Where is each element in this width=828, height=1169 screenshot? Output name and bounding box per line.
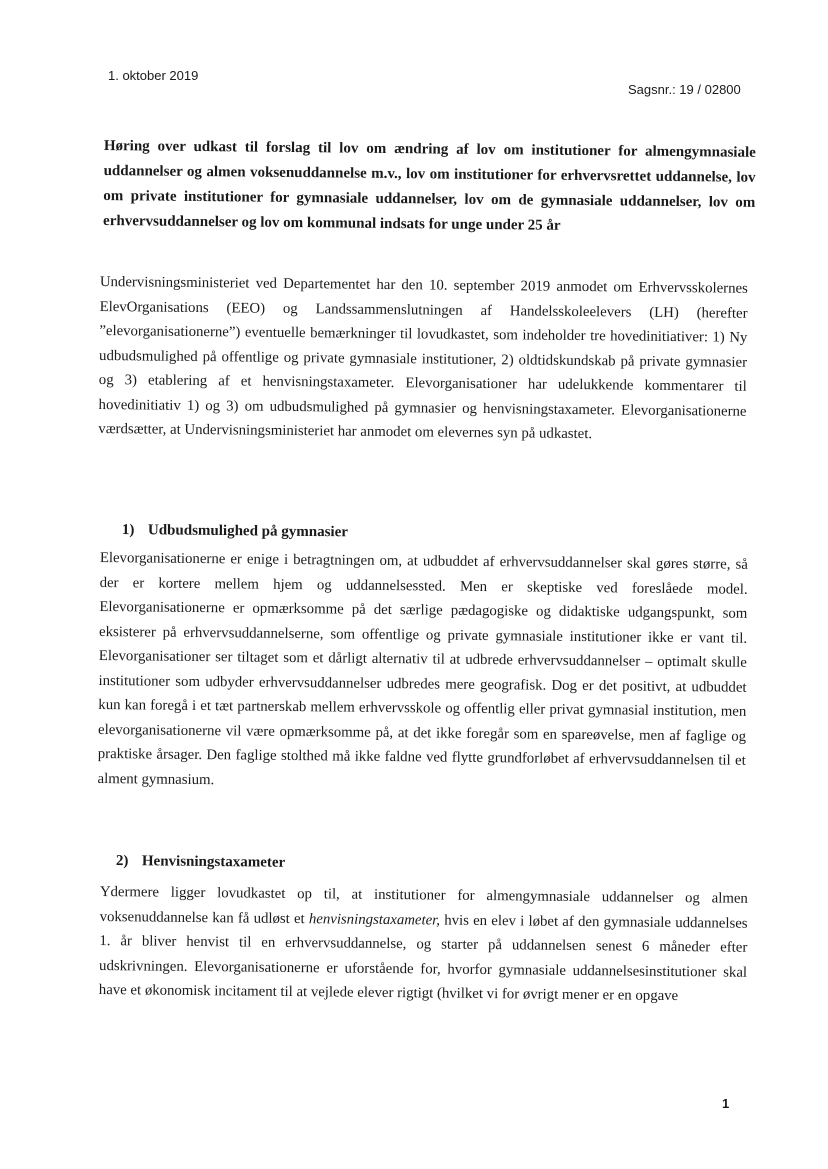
section-2-body-start: Ydermere ligger lovudkastet op til, at institutioner for almengymnasiale uddannelser og almen voksenuddannelse kan få udløst et (99, 883, 748, 927)
section-2-title: Henvisningstaxameter (141, 853, 286, 871)
section-1-heading (122, 522, 348, 541)
section-1-number: 1) (121, 522, 135, 539)
section-1-body: Elevorganisationerne er enige i betragtningen om, at udbuddet af erhvervsuddannelser skal gøres større, så der er kortere mellem hjem og uddannelsessted. Men er skeptiske ved foreslåede model. Elevorganisationerne er opmærksomme på det særlige pædagogiske og didaktiske udgangspunkt, som eksisterer på erhvervsuddannelserne, som offentlige og private gymnasiale institutioner ikke er vant til. Elevorganisationer ser tiltaget som et dårligt alternativ til at udbrede erhvervsuddannelser – optimalt skulle institutioner som udbyder erhvervsuddannelser udbredes mere geografisk. Dog er det positivt, at udbuddet kun kan foregå i et tæt partnerskab mellem erhvervsskole og offentlig eller privat gymnasial institution, men elevorganisationerne vil være opmærksomme på, at det ikke foregår som en spareøvelse, men af faglige og praktiske årsager. Den faglige stolthed må ikke faldne ved flytte grundforløbet af erhvervsuddannelsen til et alment gymnasium. (97, 549, 748, 788)
intro-paragraph: Undervisningsministeriet ved Departementet har den 10. september 2019 anmodet om Erhvervsskolernes ElevOrganisations (EEO) og Landssammenslutningen af Handelsskoleelevers (LH) (herefter ”elevorganisationerne”) eventuelle bemærkninger til lovudkastet, som indeholder tre hovedinitiativer: 1) Ny udbudsmulighed på offentlige og private gymnasiale institutioner, 2) oldtidskundskab på private gymnasier og 3) etablering af et henvisningstaxameter. Elevorganisationer har udelukkende kommentarer til hovedinitiativ 1) og 3) om udbudsmulighed på gymnasier og henvisningstaxameter. Elevorganisationerne værdsætter, at Undervisningsministeriet har anmodet om elevernes syn på udkastet. (98, 273, 748, 443)
section-2-body (99, 880, 748, 1009)
section-2-heading (116, 853, 285, 872)
page-number: 1 (722, 1096, 730, 1111)
section-2-body-end: hvis en elev i løbet af den gymnasiale uddannelses 1. år bliver henvist til en erhvervsuddannelse, og starter på uddannelsen senest 6 måneder efter udskrivningen. Elevorganisationerne er uforstående for, hvorfor gymnasiale uddannelsesinstitutioner skal have et økonomisk incitament til at vejlede elever rigtigt (hvilket vi for øvrigt mener er en opgave (98, 912, 748, 1005)
section-1-title: Udbudsmulighed på gymnasier (147, 522, 349, 541)
document-title: Høring over udkast til forslag til lov om ændring af lov om institutioner for almengymnasiale uddannelser og almen voksenuddannelse m.v., lov om institutioner for erhvervsrettet uddannelse, lov om private institutioner for gymnasiale uddannelser, lov om de gymnasiale uddannelser, lov om erhvervsuddannelser og lov om kommunal indsats for unge under 25 år (103, 137, 756, 234)
section-2-term: henvisningstaxameter, (308, 910, 441, 929)
case-number: Sagsnr.: 19 / 02800 (628, 82, 741, 97)
section-2-number: 2) (115, 853, 129, 870)
document-date: 1. oktober 2019 (108, 68, 199, 83)
